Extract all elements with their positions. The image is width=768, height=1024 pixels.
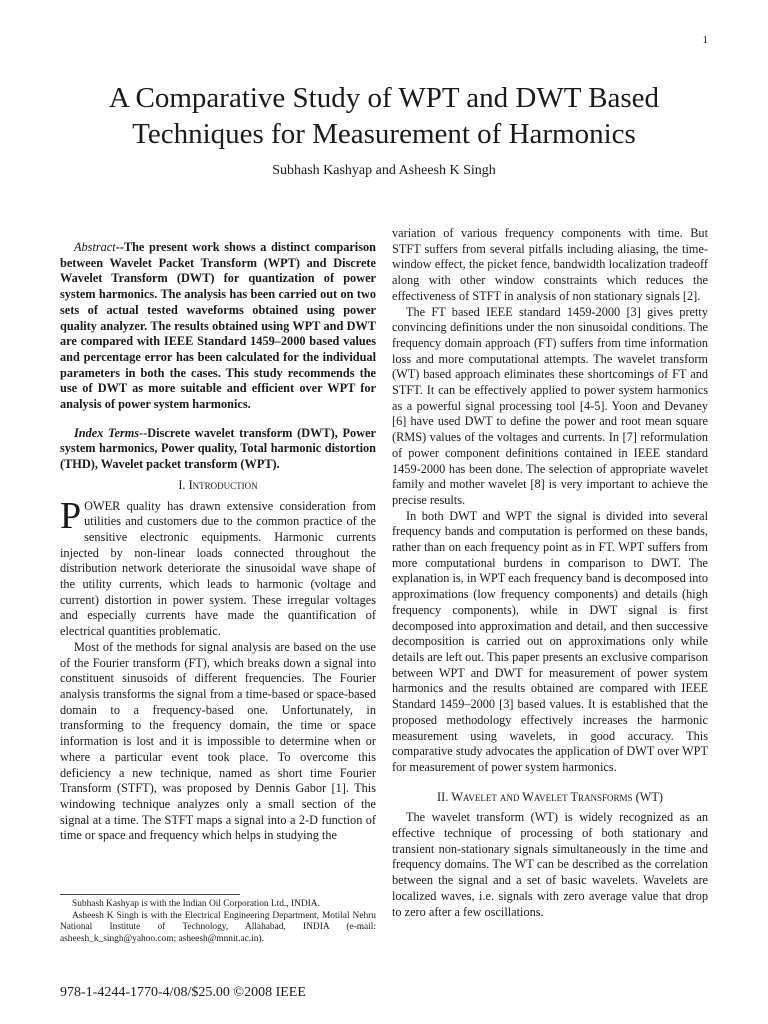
intro-paragraph-3: The FT based IEEE standard 1459-2000 [3] gives pretty convincing definitions under the non sinusoidal conditions. The frequency domain approach (FT) suffers from time information loss and more computational attempts. The wavelet transform (WT) based approach eliminates these shortcomings of FT and STFT. It can be effectively applied to power system harmonics as a powerful signal processing tool [4-5]. Yoon and Devaney [6] have used DWT to define the power and root mean square (RMS) values of the voltages and currents. In [7] reformulation of power component definitions contained in IEEE standard 1459-2000 has been done. The selection of appropriate wavelet family and mother wavelet [8] is very important to achieve the precise results. bbox=[392, 304, 708, 507]
section-2-title: Wavelet and Wavelet Transforms (WT) bbox=[451, 789, 663, 804]
footnote-1: Subhash Kashyap is with the Indian Oil Corporation Ltd., INDIA. bbox=[72, 899, 320, 909]
intro-paragraph-1-text: OWER quality has drawn extensive consideration from utilities and customers due to the common practice of the sensitive electronic equipments. Harmonic currents injected by non-linear loads connected throughout the distribution network deteriorate the sinusoidal wave shape of the utility currents, which leads to harmonic (voltage and current) distortion in power system. These irregular voltages and especially currents have made the quantification of electrical quantities problematic. bbox=[60, 498, 376, 639]
section-2-number: II. bbox=[437, 789, 449, 804]
intro-paragraph-4: In both DWT and WPT the signal is divided into several frequency bands and computation is performed on these bands, rather than on each frequency point as in FT. WPT suffers from more computational burdens in comparison to DWT. The explanation is, in WPT each frequency band is decomposed into approximations (low frequency components) and details (high frequency components), while in DWT signal is first decomposed into approximation and detail, and then successive decomposition is carried out on approximations only while details are left out. This paper presents an exclusive comparison between WPT and DWT for measurement of power system harmonics and the results obtained are compared with IEEE Standard 1459–2000 [3] based values. It is established that the proposed methodology effectively increases the harmonic measurement using wavelets, in good accuracy. This comparative study advocates the application of DWT over WPT for measurement of power system harmonics. bbox=[392, 508, 708, 774]
footnote-2: Asheesh K Singh is with the Electrical Engineering Department, Motilal Nehru National Institute of Technology, Allahabad, INDIA (e-mail: asheesh_k_singh@yahoo.com; asheesh@mnnit.ac.in). bbox=[60, 910, 376, 944]
index-terms bbox=[60, 426, 376, 473]
abstract bbox=[60, 240, 376, 413]
drop-cap: P bbox=[60, 494, 82, 537]
section-1-title: Introduction bbox=[188, 477, 258, 492]
section-2-heading bbox=[392, 790, 708, 806]
abstract-text: --The present work shows a distinct comparison between Wavelet Packet Transform (WPT) and Discrete Wavelet Transform (DWT) for quantization of power system harmonics. The analysis has been carried out on two sets of actual tested waveforms obtained using power quality analyzer. The results obtained using WPT and DWT are compared with IEEE Standard 1459–2000 based values and percentage error has been calculated for the individual parameters in both the cases. This study recommends the use of DWT as more suitable and efficient over WPT for analysis of power system harmonics. bbox=[60, 240, 376, 412]
paper-title bbox=[60, 80, 708, 152]
abstract-label: Abstract bbox=[74, 240, 116, 254]
section-1-number: I. bbox=[178, 477, 186, 492]
left-column bbox=[60, 240, 376, 844]
footnote-divider bbox=[60, 894, 240, 895]
index-terms-text: --Discrete wavelet transform (DWT), Power system harmonics, Power quality, Total harmonic distortion (THD), Wavelet packet transform (WPT). bbox=[60, 425, 376, 472]
title-line-2: Techniques for Measurement of Harmonics bbox=[132, 118, 636, 150]
right-column bbox=[392, 226, 708, 920]
copyright-line: 978-1-4244-1770-4/08/$25.00 ©2008 IEEE bbox=[60, 985, 306, 1000]
title-line-1: A Comparative Study of WPT and DWT Based bbox=[108, 82, 660, 114]
intro-paragraph-2-continued: variation of various frequency components with time. But STFT suffers from several pitfalls including aliasing, the time-window effect, the picket fence, bandwidth localization tradeoff along with other window constraints which reduces the effectiveness of STFT in analysis of non stationary signals [2]. bbox=[392, 226, 708, 303]
wavelet-paragraph-1: The wavelet transform (WT) is widely recognized as an effective technique of processing of both stationary and transient non-stationary signals simultaneously in the time and frequency domains. The WT can be described as the correlation between the signal and a set of basic wavelets. Wavelets are localized waves, i.e. signals with zero average value that drop to zero after a few oscillations. bbox=[392, 810, 708, 919]
index-terms-label: Index Terms bbox=[74, 425, 140, 440]
section-1-heading bbox=[60, 478, 376, 494]
page-number: 1 bbox=[702, 34, 708, 46]
intro-paragraph-2: Most of the methods for signal analysis are based on the use of the Fourier transform (FT), which breaks down a signal into constituent sinusoids of different frequencies. The Fourier analysis transforms the signal from a time-based or space-based domain to a frequency-based one. Unfortunately, in transforming to the frequency domain, the time or space information is lost and it is impossible to determine when or where a particular event took place. To overcome this deficiency a new technique, named as short time Fourier Transform (STFT), was proposed by Dennis Gabor [1]. This windowing technique analyzes only a small section of the signal at a time. The STFT maps a signal into a 2-D function of time or space and frequency which helps in studying the bbox=[60, 639, 376, 843]
intro-paragraph-1 bbox=[60, 494, 376, 640]
footnotes bbox=[60, 899, 376, 945]
authors: Subhash Kashyap and Asheesh K Singh bbox=[272, 163, 496, 178]
